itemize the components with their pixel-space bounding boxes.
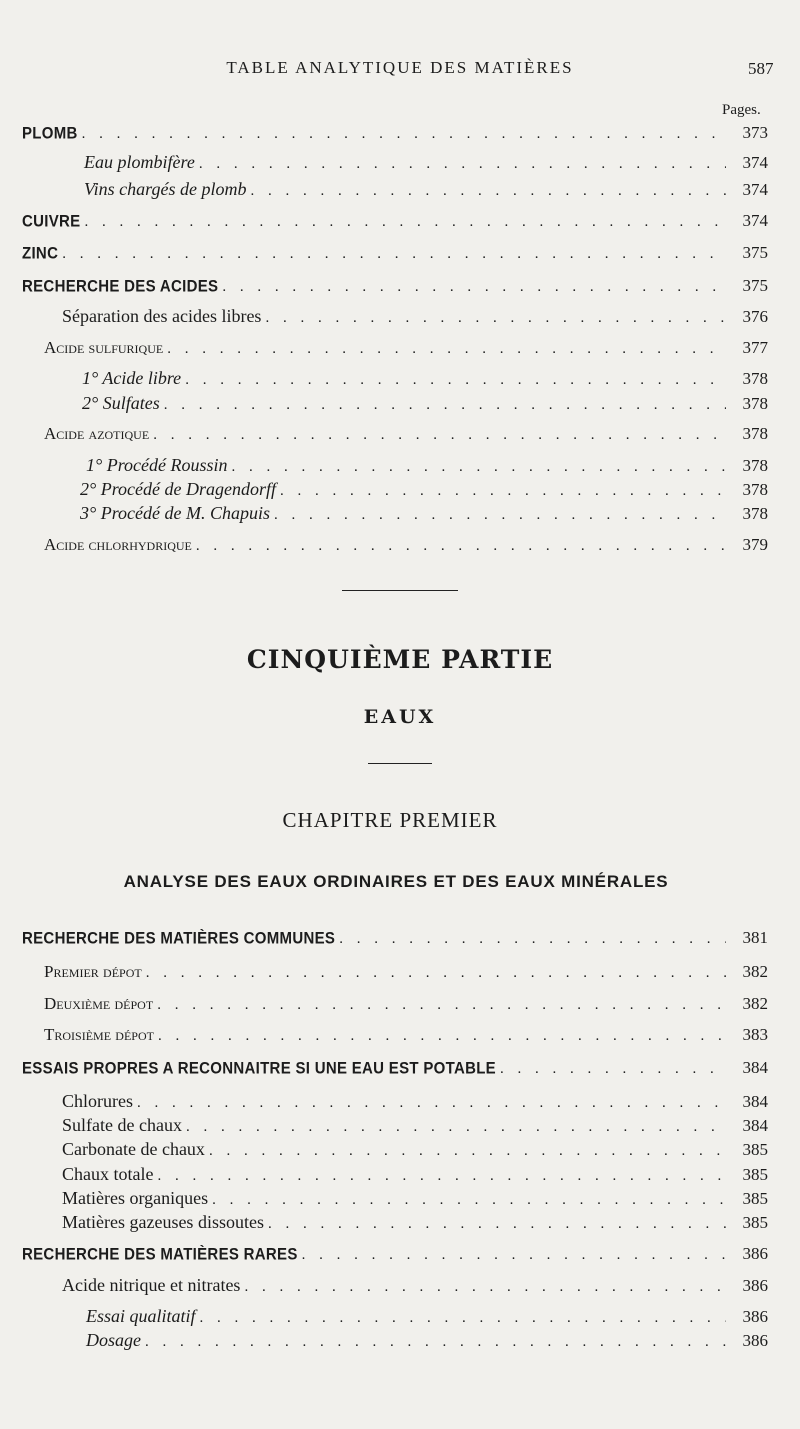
leader-dots (212, 1192, 726, 1209)
toc-label: Eau plombifère (84, 152, 195, 172)
toc-label: Acide chlorhydrique (44, 535, 192, 554)
toc-entry-plomb (0, 123, 800, 149)
toc-entry-eau-plombifere (0, 152, 800, 178)
toc-label: Premier dépot (44, 962, 142, 981)
toc-entry-acide-libre (0, 368, 800, 394)
section-divider (342, 590, 458, 591)
toc-entry-procede-chapuis (0, 503, 800, 529)
leader-dots (199, 156, 726, 173)
toc-label: PLOMB (22, 124, 78, 143)
toc-page: 374 (742, 180, 768, 199)
leader-dots (196, 538, 726, 555)
toc-page: 378 (742, 424, 768, 443)
leader-dots (209, 1143, 726, 1160)
toc-entry-recherche-acides (0, 276, 800, 302)
leader-dots (185, 372, 726, 389)
toc-label: 2° Procédé de Dragendorff (80, 479, 276, 499)
toc-page: 376 (742, 307, 768, 326)
leader-dots (244, 1279, 726, 1296)
toc-label: Acide sulfurique (44, 338, 164, 357)
toc-page: 385 (742, 1165, 768, 1184)
toc-label: 1° Acide libre (82, 368, 182, 388)
toc-label: Chlorures (62, 1091, 133, 1111)
toc-page: 378 (742, 480, 768, 499)
toc-label: Dosage (86, 1330, 141, 1350)
toc-label: Troisième dépot (44, 1025, 154, 1044)
toc-entry-acide-nitrique (0, 1275, 800, 1301)
part-subtitle: EAUX (363, 706, 437, 728)
toc-page: 383 (742, 1025, 768, 1044)
leader-dots (500, 1061, 726, 1078)
toc-label: 2° Sulfates (82, 393, 160, 413)
toc-entry-matieres-communes (0, 928, 800, 954)
toc-page: 381 (742, 928, 768, 947)
toc-entry-sulfates (0, 393, 800, 419)
leader-dots (232, 459, 726, 476)
toc-label: Acide nitrique et nitrates (62, 1275, 241, 1295)
toc-entry-chlorures (0, 1091, 800, 1117)
toc-page: 379 (742, 535, 768, 554)
leader-dots (157, 997, 726, 1014)
toc-label: Deuxième dépot (44, 994, 154, 1013)
toc-entry-deuxieme-depot (0, 994, 800, 1020)
leader-dots (250, 183, 726, 200)
toc-entry-zinc (0, 243, 800, 269)
toc-page: 385 (742, 1140, 768, 1159)
toc-entry-troisieme-depot (0, 1025, 800, 1051)
toc-entry-procede-dragendorff (0, 479, 800, 505)
toc-page: 385 (742, 1213, 768, 1232)
toc-page: 378 (742, 394, 768, 413)
toc-label: Matières gazeuses dissoutes (62, 1212, 264, 1232)
leader-dots (280, 483, 726, 500)
toc-label: Séparation des acides libres (62, 306, 262, 326)
toc-page: 377 (742, 338, 768, 357)
toc-label: 3° Procédé de M. Chapuis (80, 503, 270, 523)
toc-entry-procede-roussin (0, 455, 800, 481)
toc-page: 386 (742, 1276, 768, 1295)
toc-label: ZINC (22, 244, 59, 263)
toc-entry-acide-chlorhydrique (0, 535, 800, 561)
pages-column-label: Pages. (722, 102, 761, 118)
toc-label: Matières organiques (62, 1188, 209, 1208)
toc-label: ESSAIS PROPRES A RECONNAITRE SI UNE EAU EST POTABLE (22, 1059, 496, 1078)
toc-label: Vins chargés de plomb (84, 179, 247, 199)
leader-dots (157, 1168, 726, 1185)
toc-entry-essai-qualitatif (0, 1306, 800, 1332)
toc-page: 373 (742, 123, 768, 142)
toc-page: 384 (742, 1092, 768, 1111)
leader-dots (200, 1310, 726, 1327)
toc-page: 382 (742, 994, 768, 1013)
toc-entry-matieres-rares (0, 1244, 800, 1270)
toc-entry-carbonate-chaux (0, 1139, 800, 1165)
toc-entry-sulfate-chaux (0, 1115, 800, 1141)
section-title: ANALYSE DES EAUX ORDINAIRES ET DES EAUX MINÉRALES (123, 872, 669, 891)
toc-label: RECHERCHE DES MATIÈRES RARES (22, 1245, 298, 1264)
toc-page: 385 (742, 1189, 768, 1208)
toc-page: 384 (742, 1116, 768, 1135)
toc-entry-acide-sulfurique (0, 338, 800, 364)
toc-page: 382 (742, 962, 768, 981)
toc-label: RECHERCHE DES ACIDES (22, 277, 219, 296)
toc-entry-vins-plomb (0, 179, 800, 205)
running-title: TABLE ANALYTIQUE DES MATIÈRES (226, 58, 574, 77)
leader-dots (274, 507, 726, 524)
toc-label: Sulfate de chaux (62, 1115, 182, 1135)
toc-label: CUIVRE (22, 212, 81, 231)
leader-dots (265, 310, 726, 327)
toc-page: 384 (742, 1058, 768, 1077)
leader-dots (339, 931, 726, 948)
toc-page: 386 (742, 1331, 768, 1350)
leader-dots (164, 397, 726, 414)
toc-page: 378 (742, 456, 768, 475)
toc-entry-eau-potable (0, 1058, 800, 1084)
toc-entry-acide-azotique (0, 424, 800, 450)
leader-dots (158, 1028, 726, 1045)
leader-dots (145, 1334, 726, 1351)
toc-entry-chaux-totale (0, 1164, 800, 1190)
page-number: 587 (748, 59, 774, 78)
toc-page: 374 (742, 153, 768, 172)
toc-entry-separation-acides (0, 306, 800, 332)
leader-dots (153, 427, 726, 444)
toc-page: 378 (742, 504, 768, 523)
leader-dots (268, 1216, 726, 1233)
toc-label: Essai qualitatif (86, 1306, 196, 1326)
leader-dots (84, 214, 726, 231)
toc-label: Carbonate de chaux (62, 1139, 205, 1159)
leader-dots (146, 965, 726, 982)
toc-entry-cuivre (0, 211, 800, 237)
toc-page: 378 (742, 369, 768, 388)
toc-page: 375 (742, 243, 768, 262)
toc-page: 374 (742, 211, 768, 230)
toc-label: Acide azotique (44, 424, 150, 443)
toc-entry-dosage (0, 1330, 800, 1356)
toc-entry-matieres-organiques (0, 1188, 800, 1214)
part-title: CINQUIÈME PARTIE (246, 645, 554, 674)
toc-page: 375 (742, 276, 768, 295)
toc-label: RECHERCHE DES MATIÈRES COMMUNES (22, 929, 336, 948)
section-divider (368, 763, 432, 764)
leader-dots (137, 1095, 726, 1112)
toc-page: 386 (742, 1244, 768, 1263)
leader-dots (82, 126, 726, 143)
leader-dots (186, 1119, 726, 1136)
chapter-title: CHAPITRE PREMIER (282, 808, 498, 832)
toc-page: 386 (742, 1307, 768, 1326)
toc-label: 1° Procédé Roussin (86, 455, 228, 475)
leader-dots (62, 246, 726, 263)
leader-dots (302, 1247, 726, 1264)
toc-entry-matieres-gazeuses (0, 1212, 800, 1238)
toc-entry-premier-depot (0, 962, 800, 988)
leader-dots (167, 341, 726, 358)
leader-dots (222, 279, 726, 296)
toc-label: Chaux totale (62, 1164, 154, 1184)
